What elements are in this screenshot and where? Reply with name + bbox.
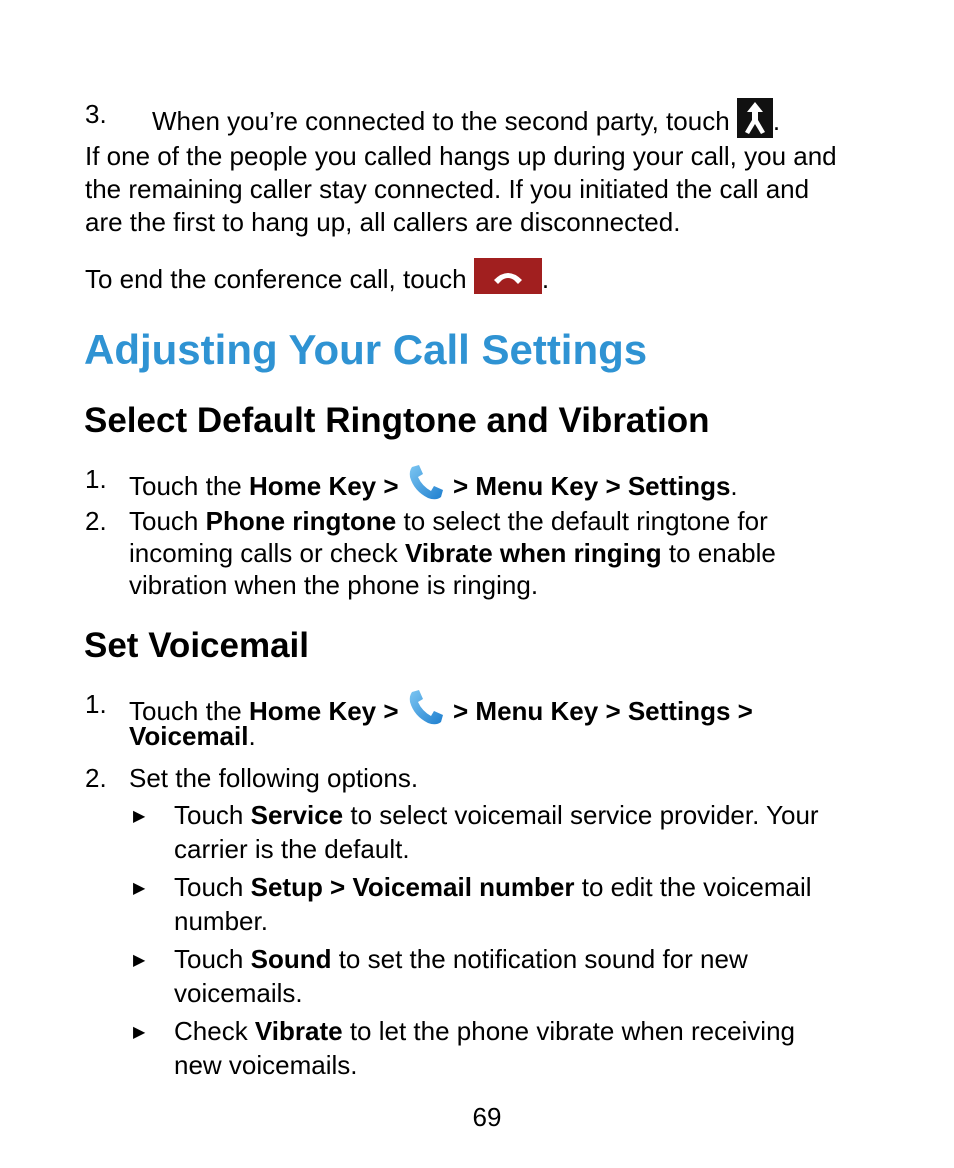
ringtone-step-1-text: Touch the <box>129 471 249 501</box>
step-3-period: . <box>772 106 781 136</box>
voicemail-step-1-line-2 <box>129 720 256 753</box>
menu-key-settings-label: > Menu Key > Settings > <box>445 696 753 726</box>
ringtone-step-2-line-3: vibration when the phone is ringing. <box>129 570 539 600</box>
ringtone-step-2-text-a: Touch <box>129 506 206 536</box>
bullet-text: to edit the voicemail <box>574 872 812 902</box>
merge-calls-icon <box>737 98 773 138</box>
paragraph-line-1: If one of the people you called hangs up during your call, you and <box>85 141 837 171</box>
voicemail-step-2-text: Set the following options. <box>129 763 419 793</box>
ringtone-step-1-number: 1. <box>85 464 107 494</box>
bullet-service-line-1 <box>174 799 819 832</box>
bullet-text: Check <box>174 1016 255 1046</box>
bullet-vibrate-line-2: new voicemails. <box>174 1050 358 1080</box>
bullet-arrow-icon: ▶ <box>133 952 146 969</box>
home-key-label: Home Key > <box>248 696 406 726</box>
bullet-service-line-2: carrier is the default. <box>174 834 410 864</box>
bullet-arrow-icon: ▶ <box>133 880 146 897</box>
voicemail-step-1-period: . <box>248 721 256 751</box>
voicemail-step-1-text: Touch the <box>129 696 249 726</box>
bullet-text: to set the notification sound for new <box>331 944 748 974</box>
step-3-number: 3. <box>85 99 107 129</box>
bullet-sound-line-2: voicemails. <box>174 978 303 1008</box>
bullet-text: Touch <box>174 800 251 830</box>
bullet-text: Touch <box>174 872 251 902</box>
end-conference-period: . <box>541 264 550 294</box>
bullet-arrow-icon: ▶ <box>133 808 146 825</box>
section-heading-ringtone: Select Default Ringtone and Vibration <box>84 401 710 440</box>
vibrate-label: Vibrate <box>254 1016 343 1046</box>
page-title: Adjusting Your Call Settings <box>84 326 648 373</box>
bullet-vibrate-line-1 <box>174 1015 795 1048</box>
ringtone-step-2-text-b: to select the default ringtone for <box>396 506 768 536</box>
ringtone-step-2-line-2 <box>129 537 776 570</box>
bullet-voicemail-number-line-2: number. <box>174 906 268 936</box>
end-conference-text: To end the conference call, touch <box>85 264 467 294</box>
bullet-arrow-icon: ▶ <box>133 1024 146 1041</box>
voicemail-step-2-number: 2. <box>85 763 107 793</box>
phone-ringtone-label: Phone ringtone <box>205 506 397 536</box>
phone-icon <box>406 688 446 728</box>
bullet-voicemail-number-line-1 <box>174 871 812 904</box>
vibrate-when-ringing-label: Vibrate when ringing <box>405 538 662 568</box>
paragraph-line-3: are the first to hang up, all callers are disconnected. <box>85 207 681 237</box>
home-key-label: Home Key > <box>248 471 406 501</box>
page-number: 69 <box>472 1102 502 1132</box>
ringtone-step-2-text-d: to enable <box>661 538 776 568</box>
voicemail-step-1-number: 1. <box>85 689 107 719</box>
step-3 <box>152 98 780 138</box>
sound-label: Sound <box>250 944 332 974</box>
end-conference-instruction <box>85 258 549 296</box>
bullet-text: to select voicemail service provider. Your <box>343 800 819 830</box>
menu-key-settings-label: > Menu Key > Settings <box>445 471 731 501</box>
bullet-text: Touch <box>174 944 251 974</box>
bullet-text: to let the phone vibrate when receiving <box>342 1016 796 1046</box>
bullet-sound-line-1 <box>174 943 748 976</box>
voicemail-label: Voicemail <box>129 721 249 751</box>
section-heading-voicemail: Set Voicemail <box>84 626 310 665</box>
ringtone-step-2-line-1 <box>129 505 768 538</box>
service-label: Service <box>250 800 344 830</box>
ringtone-step-1-period: . <box>730 471 738 501</box>
setup-voicemail-number-label: Setup > Voicemail number <box>250 872 575 902</box>
ringtone-step-1 <box>129 463 738 503</box>
end-call-icon <box>474 258 542 294</box>
ringtone-step-2-number: 2. <box>85 506 107 536</box>
phone-icon <box>406 463 446 503</box>
paragraph-line-2: the remaining caller stay connected. If you initiated the call and <box>85 174 810 204</box>
ringtone-step-2-text-c: incoming calls or check <box>129 538 405 568</box>
step-3-text: When you’re connected to the second party, touch <box>152 106 730 136</box>
